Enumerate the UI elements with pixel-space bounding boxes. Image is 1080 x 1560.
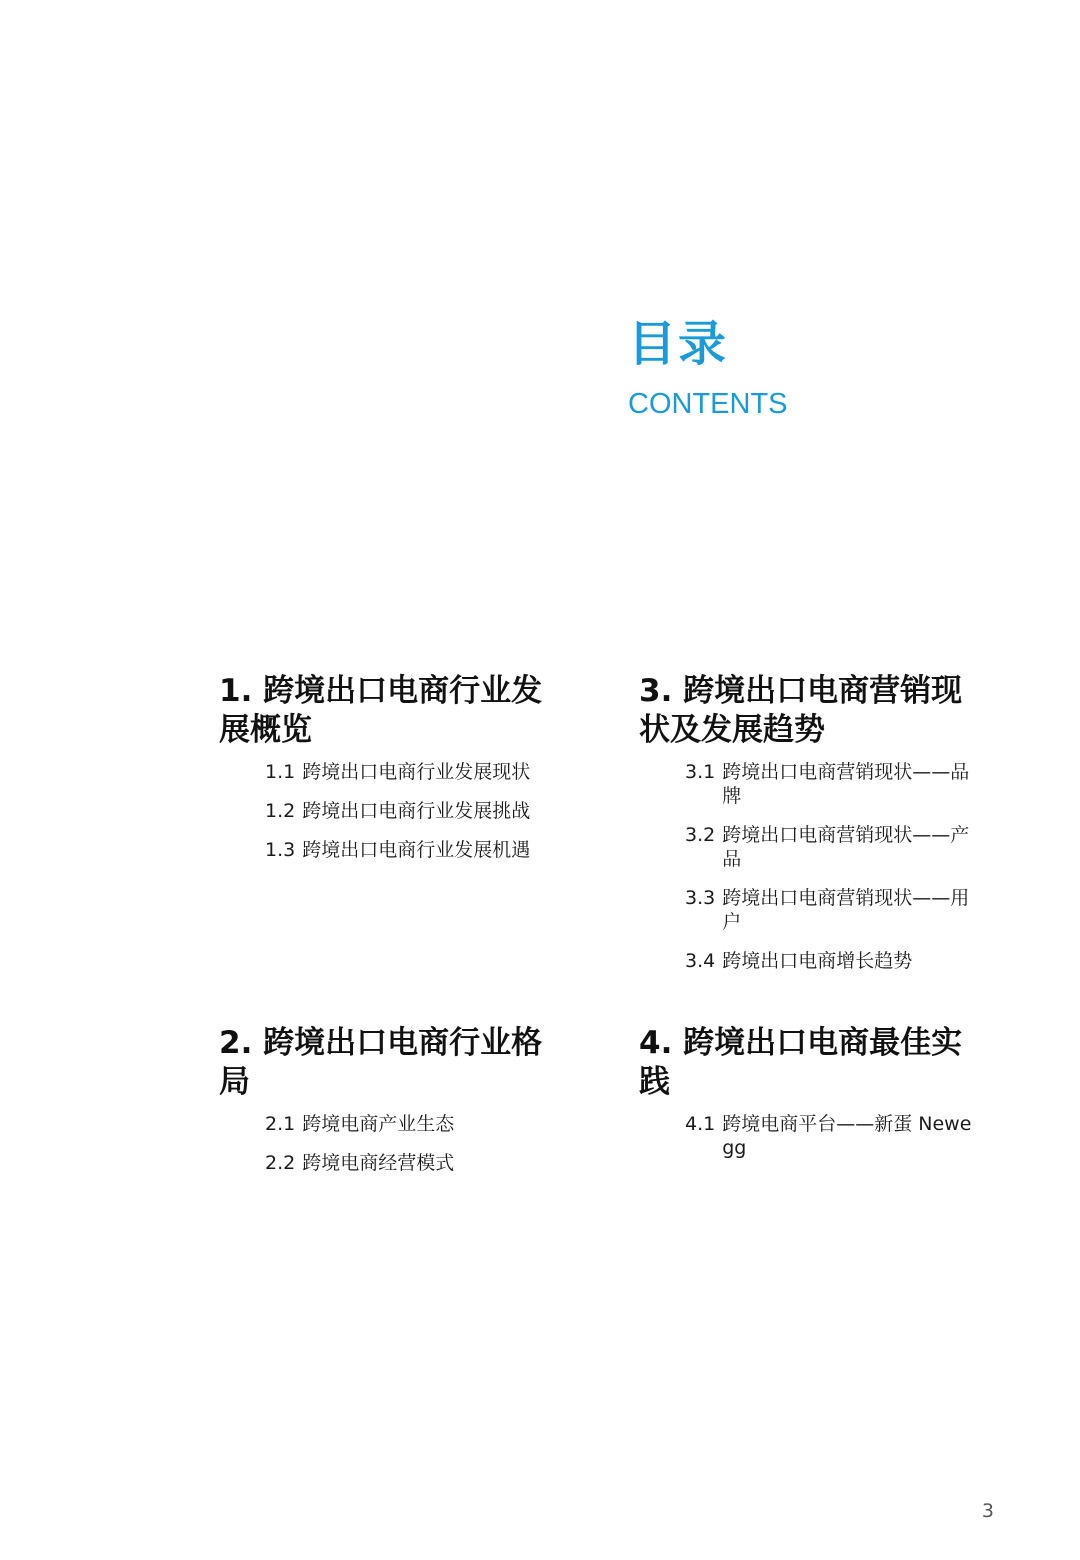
toc-subsection-text: 跨境出口电商增长趋势 — [722, 950, 913, 972]
contents-heading — [628, 312, 788, 424]
toc-subsection-item[interactable] — [265, 1151, 549, 1175]
toc-subsection-number: 3.4 — [685, 950, 716, 972]
toc-section-3 — [639, 672, 979, 988]
toc-subsection-number: 2.1 — [265, 1113, 296, 1135]
page-number: 3 — [981, 1500, 994, 1522]
toc-subsection-text: 跨境出口电商营销现状——品牌 — [722, 761, 970, 807]
contents-title-cn: 目录 — [628, 316, 729, 372]
toc-section-title[interactable]: 4. 跨境出口电商最佳实践 — [639, 1025, 963, 1100]
toc-subsection-number: 3.3 — [685, 887, 716, 909]
toc-subsection-item[interactable] — [685, 949, 979, 973]
toc-subsection-list — [219, 1112, 549, 1175]
toc-subsection-item[interactable] — [685, 886, 979, 934]
toc-subsection-list — [639, 760, 979, 973]
toc-subsection-list — [639, 1112, 979, 1160]
toc-subsection-item[interactable] — [265, 838, 549, 862]
toc-subsection-text: 跨境电商经营模式 — [302, 1152, 455, 1174]
toc-subsection-number: 1.3 — [265, 839, 296, 861]
toc-subsection-item[interactable] — [685, 760, 979, 808]
toc-subsection-number: 2.2 — [265, 1152, 296, 1174]
toc-subsection-text: 跨境出口电商行业发展现状 — [302, 761, 531, 783]
toc-subsection-item[interactable] — [265, 1112, 549, 1136]
toc-section-title[interactable]: 2. 跨境出口电商行业格局 — [219, 1025, 543, 1100]
toc-section-4 — [639, 1024, 979, 1175]
toc-subsection-item[interactable] — [265, 799, 549, 823]
toc-subsection-list — [219, 760, 549, 862]
toc-subsection-text: 跨境出口电商行业发展挑战 — [302, 800, 531, 822]
toc-subsection-item[interactable] — [685, 823, 979, 871]
toc-subsection-number: 1.1 — [265, 761, 296, 783]
toc-subsection-number: 4.1 — [685, 1113, 716, 1135]
toc-subsection-item[interactable] — [265, 760, 549, 784]
toc-subsection-text: 跨境出口电商行业发展机遇 — [302, 839, 531, 861]
toc-section-1 — [219, 672, 549, 877]
toc-section-2 — [219, 1024, 549, 1190]
toc-subsection-text: 跨境出口电商营销现状——产品 — [722, 824, 970, 870]
toc-subsection-number: 3.2 — [685, 824, 716, 846]
toc-section-title[interactable]: 3. 跨境出口电商营销现状及发展趋势 — [639, 673, 963, 748]
contents-title-en: CONTENTS — [628, 388, 788, 420]
toc-section-title[interactable]: 1. 跨境出口电商行业发展概览 — [219, 673, 543, 748]
toc-subsection-item[interactable] — [685, 1112, 979, 1160]
toc-subsection-text: 跨境电商产业生态 — [302, 1113, 455, 1135]
toc-subsection-text: 跨境电商平台——新蛋 Newegg — [722, 1113, 972, 1159]
toc-subsection-text: 跨境出口电商营销现状——用户 — [722, 887, 970, 933]
toc-subsection-number: 1.2 — [265, 800, 296, 822]
toc-subsection-number: 3.1 — [685, 761, 716, 783]
